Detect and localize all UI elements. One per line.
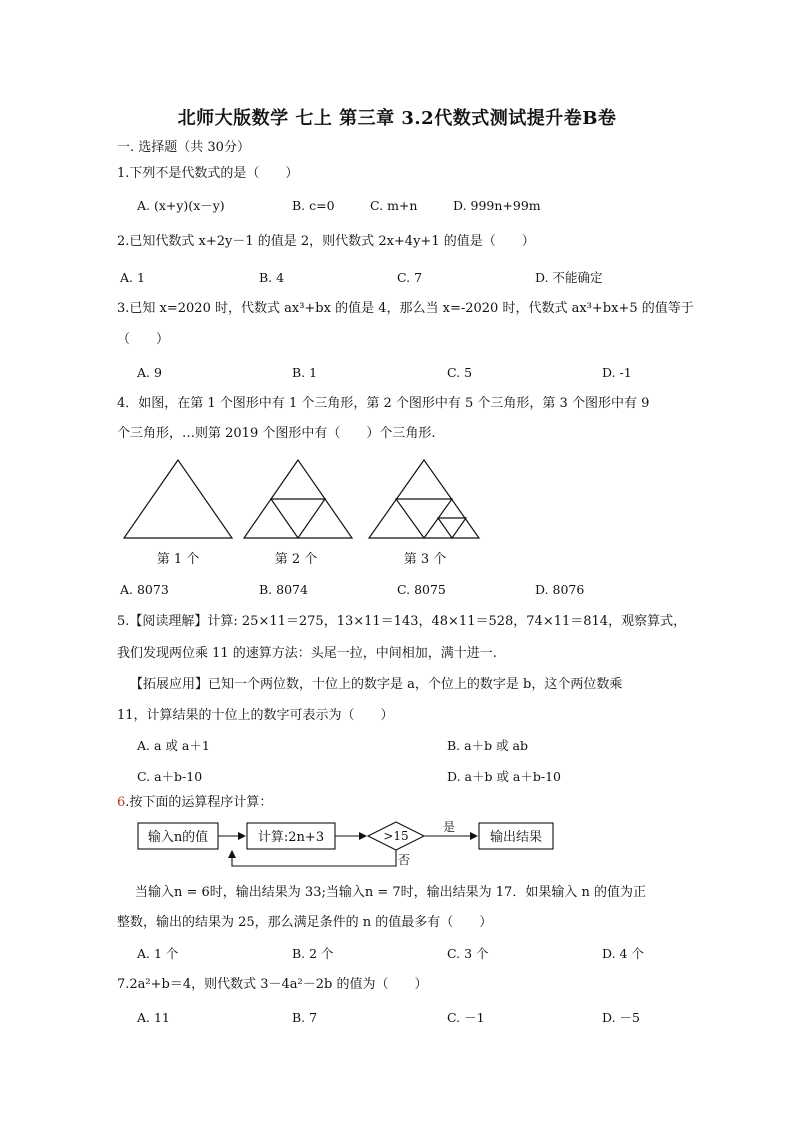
question-2-stem: 2.已知代数式 x+2y－1 的值是 2，则代数式 2x+4y+1 的值是（ ） — [117, 234, 535, 249]
question-4-stem-line-2: 个三角形，…则第 2019 个图形中有（ ）个三角形. — [117, 426, 436, 441]
question-6-stem-text: .按下面的运算程序计算： — [125, 795, 273, 810]
question-5-line-2: 我们发现两位乘 11 的速算方法：头尾一拉，中间相加，满十进一. — [117, 646, 497, 661]
question-6-line-2: 整数，输出的结果为 25，那么满足条件的 n 的值最多有（ ） — [117, 915, 493, 930]
flow-condition-text: >15 — [383, 829, 409, 843]
question-6-option-b: B. 2 个 — [292, 946, 334, 961]
question-4-option-d: D. 8076 — [535, 582, 585, 597]
question-6-option-c: C. 3 个 — [447, 946, 489, 961]
flow-arrow-no-loop — [232, 850, 396, 866]
question-4-option-c: C. 8075 — [397, 582, 446, 597]
question-2-option-b: B. 4 — [259, 270, 285, 285]
question-7-option-a: A. 11 — [137, 1010, 170, 1025]
question-3-option-c: C. 5 — [447, 365, 473, 380]
question-3-option-a: A. 9 — [137, 365, 162, 380]
question-6-line-1: 当输入n = 6时，输出结果为 33;当输入n = 7时，输出结果为 17．如果输入 n 的值为正 — [135, 885, 646, 900]
question-1-option-c: C. m+n — [370, 198, 418, 213]
question-5-option-c: C. a＋b-10 — [137, 769, 203, 784]
flow-compute-text: 计算:2n+3 — [257, 830, 325, 845]
question-1-option-b: B. c=0 — [292, 198, 335, 213]
question-5-option-d: D. a＋b 或 a＋b-10 — [447, 769, 562, 784]
question-4-stem-line-1: 4．如图，在第 1 个图形中有 1 个三角形，第 2 个图形中有 5 个三角形，第 3 个图形中有 9 — [117, 396, 650, 411]
question-6-number: 6 — [117, 795, 126, 810]
question-4-option-a: A. 8073 — [120, 582, 169, 597]
question-3-option-b: B. 1 — [292, 365, 318, 380]
question-3-stem-line-1: 3.已知 x=2020 时，代数式 ax³+bx 的值是 4，那么当 x=-2020 时，代数式 ax³+bx+5 的值等于 — [117, 301, 694, 316]
flow-no-label: 否 — [397, 853, 411, 867]
question-5-option-a: A. a 或 a＋1 — [137, 738, 210, 753]
flow-input-text: 输入n的值 — [147, 830, 209, 845]
question-7-option-b: B. 7 — [292, 1010, 318, 1025]
figure-1-label: 第 1 个 — [156, 552, 200, 567]
section-heading: 一. 选择题（共 30分） — [117, 140, 250, 155]
question-2-option-a: A. 1 — [120, 270, 145, 285]
question-5-line-1: 5.【阅读理解】计算: 25×11＝275，13×11＝143，48×11＝528，74×11＝814，观察算式， — [117, 614, 687, 629]
question-1-option-d: D. 999n+99m — [453, 198, 541, 213]
question-5-line-4: 11，计算结果的十位上的数字可表示为（ ） — [117, 708, 394, 723]
figure-3-label: 第 3 个 — [403, 552, 447, 567]
question-2-option-c: C. 7 — [397, 270, 423, 285]
question-4-option-b: B. 8074 — [259, 582, 308, 597]
figure-2-label: 第 2 个 — [274, 552, 318, 567]
question-1-option-a: A. (x+y)(x－y) — [137, 198, 225, 213]
question-7-stem: 7.2a²+b＝4，则代数式 3－4a²－2b 的值为（ ） — [117, 977, 428, 992]
flow-output-text: 输出结果 — [489, 830, 543, 845]
flow-yes-label: 是 — [442, 820, 456, 834]
question-7-option-c: C. －1 — [447, 1010, 485, 1025]
question-5-option-b: B. a＋b 或 ab — [447, 738, 528, 753]
question-5-line-3: 【拓展应用】已知一个两位数，十位上的数字是 a，个位上的数字是 b，这个两位数乘 — [130, 677, 623, 692]
question-6-option-a: A. 1 个 — [137, 946, 179, 961]
question-1-stem: 1.下列不是代数式的是（ ） — [117, 166, 299, 181]
page-title: 北师大版数学 七上 第三章 3.2代数式测试提升卷B卷 — [177, 108, 617, 129]
question-3-stem-line-2: （ ） — [117, 332, 170, 347]
question-7-option-d: D. －5 — [602, 1010, 640, 1025]
question-3-option-d: D. -1 — [602, 365, 632, 380]
question-2-option-d: D. 不能确定 — [535, 270, 603, 285]
question-6-option-d: D. 4 个 — [602, 946, 644, 961]
